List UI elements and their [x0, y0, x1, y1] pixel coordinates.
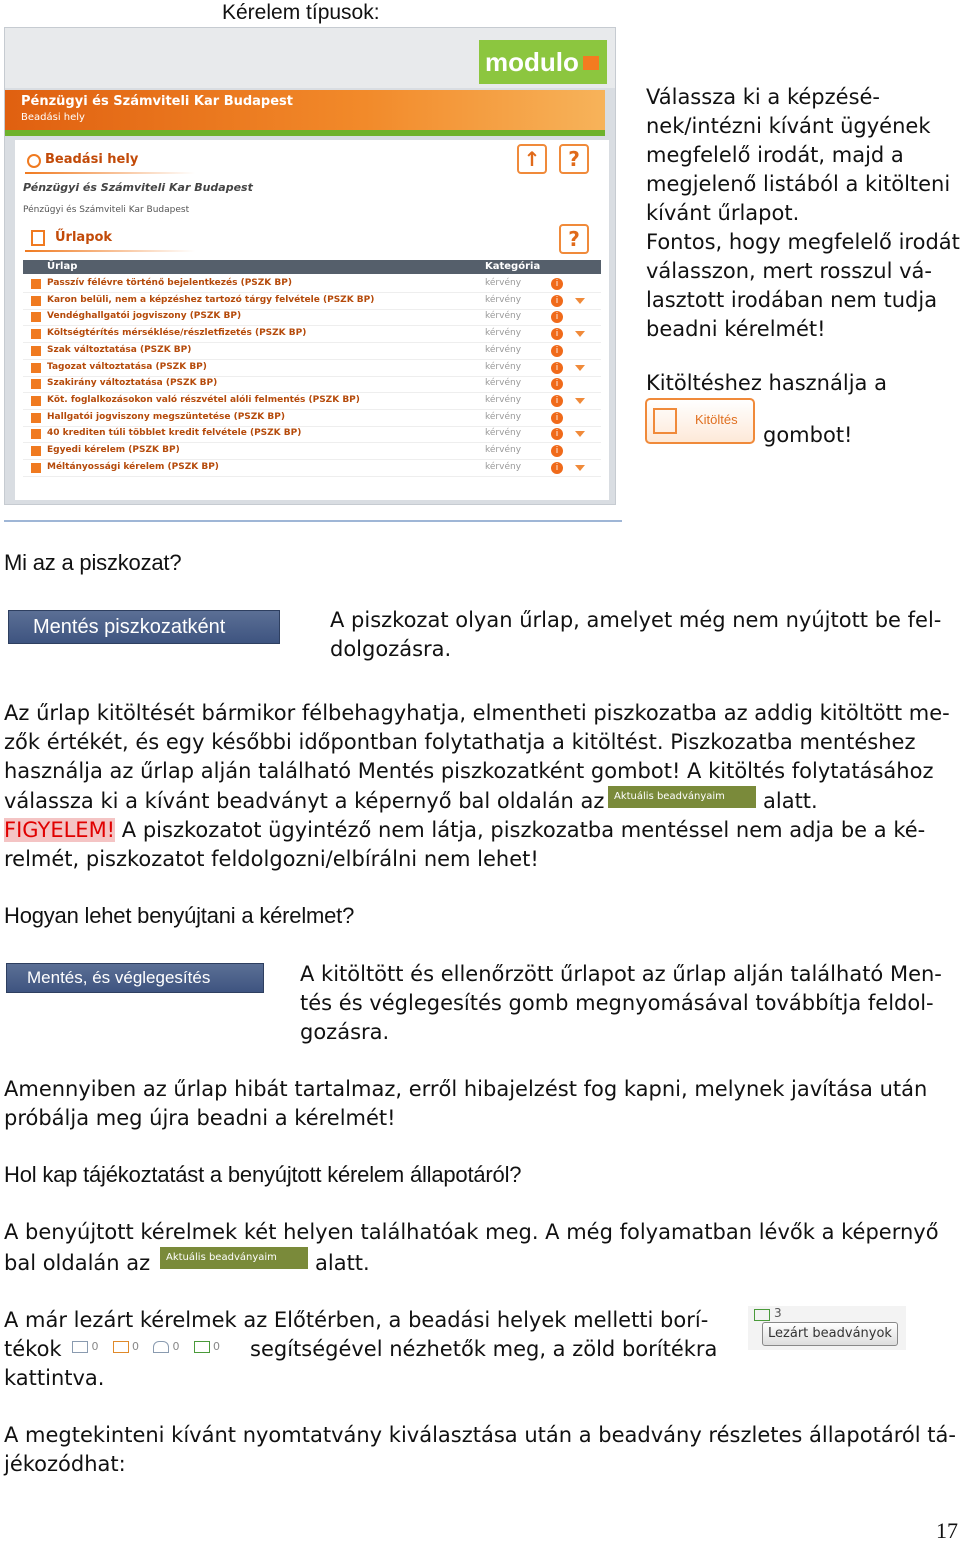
side-line: nek/intézni kívánt ügyének [646, 114, 931, 138]
envelope-icons [72, 1340, 220, 1353]
draft-line4b: alatt. [763, 789, 818, 813]
side-instructions [646, 83, 960, 344]
info-icon[interactable]: i [551, 295, 563, 307]
side-line: Válassza ki a képzésé- [646, 85, 881, 109]
side-line: Fontos, hogy megfelelő irodát [646, 230, 960, 254]
chevron-down-icon[interactable] [575, 465, 585, 471]
status-heading: Hol kap tájékoztatást a benyújtott kérelem állapotáról? [4, 1162, 522, 1187]
info-icon[interactable]: i [551, 428, 563, 440]
draft-paragraph [4, 699, 956, 786]
env-count: 0 [213, 1340, 220, 1353]
env-count: 0 [132, 1340, 139, 1353]
col-category: Kategória [485, 261, 541, 272]
help-button[interactable]: ? [559, 144, 589, 174]
current-submissions-button[interactable]: Aktuális beadványaim [160, 1247, 308, 1269]
closed-submissions-widget [748, 1306, 906, 1350]
types-heading: Kérelem típusok: [222, 1, 380, 24]
form-bullet-icon [31, 379, 41, 389]
draft-heading: Mi az a piszkozat? [4, 550, 182, 575]
table-row[interactable] [23, 343, 601, 360]
green-envelope-icon[interactable] [754, 1309, 770, 1321]
form-category: kérvény [485, 428, 522, 439]
banner-subtitle: Beadási hely [21, 112, 85, 123]
draft-description [330, 606, 950, 664]
upload-button[interactable]: ↑ [517, 144, 547, 174]
draft-line4a: válassza ki a kívánt beadványt a képernyő bal oldalán az [4, 789, 605, 813]
warning-text: A piszkozatot ügyintéző nem látja, piszkozatba mentéssel nem adja be a ké- [121, 818, 926, 842]
form-category: kérvény [485, 394, 522, 405]
table-row[interactable] [23, 276, 601, 293]
closed-line3: kattintva. [4, 1366, 105, 1390]
info-icon[interactable]: i [551, 311, 563, 323]
divider [25, 172, 195, 174]
kitoltes-button[interactable] [645, 398, 755, 444]
chevron-down-icon[interactable] [575, 365, 585, 371]
form-name[interactable]: Vendéghallgatói jogviszony (PSZK BP) [47, 311, 242, 322]
form-icon [31, 230, 45, 246]
faculty-name-small: Pénzügyi és Számviteli Kar Budapest [23, 205, 190, 215]
form-category: kérvény [485, 344, 522, 355]
submit-heading: Hogyan lehet benyújtani a kérelmet? [4, 903, 355, 928]
open-envelope-icon[interactable] [153, 1341, 169, 1353]
info-icon[interactable]: i [551, 345, 563, 357]
para-line: Amennyiben az űrlap hibát tartalmaz, erről hibajelzést fog kapni, melynek javítása után [4, 1077, 928, 1101]
table-row[interactable] [23, 293, 601, 310]
side-line: beadni kérelmét! [646, 317, 826, 341]
desc-line: tés és véglegesítés gomb megnyomásával továbbítja feldol- [300, 991, 934, 1015]
para-line: Az űrlap kitöltését bármikor félbehagyhatja, elmentheti piszkozatba az addig kitöltött me- [4, 701, 950, 725]
table-row[interactable] [23, 426, 601, 443]
form-bullet-icon [31, 446, 41, 456]
side-line: kívánt űrlapot. [646, 201, 800, 225]
desc-line: A kitöltött és ellenőrzött űrlapot az űrlap alján található Men- [300, 962, 942, 986]
table-row[interactable] [23, 460, 601, 477]
orange-envelope-icon[interactable] [113, 1341, 129, 1353]
form-category: kérvény [485, 461, 522, 472]
gombot-text: gombot! [763, 423, 853, 447]
info-icon[interactable]: i [551, 378, 563, 390]
form-name[interactable]: Költségtérítés mérséklése/részletfizetés (PSZK BP) [47, 328, 307, 339]
banner-title: Pénzügyi és Számviteli Kar Budapest [21, 94, 294, 109]
form-name[interactable]: Méltányossági kérelem (PSZK BP) [47, 461, 219, 472]
warning-line [4, 816, 956, 845]
side-line: megjelenő listából a kitölteni [646, 172, 951, 196]
side-line: lasztott irodában nem tudja [646, 288, 938, 312]
image-underline [4, 520, 622, 522]
table-row[interactable] [23, 376, 601, 393]
closed-line1: A már lezárt kérelmek az Előtérben, a beadási helyek melletti borí- [4, 1308, 709, 1332]
form-category: kérvény [485, 294, 522, 305]
table-row[interactable] [23, 360, 601, 377]
info-icon[interactable]: i [551, 462, 563, 474]
closed-line2b: segítségével nézhetők meg, a zöld borítékra [250, 1337, 718, 1361]
modulo-logo: modulo [479, 40, 607, 84]
form-name[interactable]: Tagozat változtatása (PSZK BP) [47, 361, 207, 372]
form-category: kérvény [485, 311, 522, 322]
para-line: használja az űrlap alján található Mentés piszkozatként gombot! A kitöltés folytatásához [4, 759, 934, 783]
form-bullet-icon [31, 429, 41, 439]
figyelem-label: FIGYELEM! [4, 818, 116, 842]
para-line: próbálja meg újra beadni a kérelmét! [4, 1106, 396, 1130]
status-line2a: bal oldalán az [4, 1251, 151, 1275]
beadasi-hely-label[interactable]: Beadási hely [45, 152, 139, 167]
side-line: megfelelő irodát, majd a [646, 143, 904, 167]
pencil-form-icon [653, 408, 677, 434]
para-line: A megtekinteni kívánt nyomtatvány kiválasztása után a beadvány részletes állapotáról tá- [4, 1423, 956, 1447]
faculty-name[interactable]: Pénzügyi és Számviteli Kar Budapest [23, 181, 253, 194]
info-icon[interactable]: i [551, 362, 563, 374]
content-panel [15, 140, 609, 500]
closed-submissions-button[interactable]: Lezárt beadványok [762, 1322, 898, 1346]
form-bullet-icon [31, 413, 41, 423]
help-button-forms[interactable]: ? [559, 224, 589, 254]
env-count: 0 [172, 1340, 180, 1353]
table-row[interactable] [23, 410, 601, 427]
faculty-banner [5, 90, 605, 130]
desc-line: gozásra. [300, 1020, 390, 1044]
save-finalize-button[interactable]: Mentés, és véglegesítés [6, 963, 264, 993]
chevron-down-icon[interactable] [575, 331, 585, 337]
form-category: kérvény [485, 328, 522, 339]
info-icon[interactable]: i [551, 278, 563, 290]
save-draft-button[interactable]: Mentés piszkozatként [8, 610, 280, 644]
logo-square-icon [583, 56, 599, 70]
form-bullet-icon [31, 396, 41, 406]
info-icon[interactable]: i [551, 445, 563, 457]
chevron-down-icon[interactable] [575, 298, 585, 304]
form-name[interactable]: 40 krediten túli többlet kredit felvétele (PSZK BP) [47, 428, 302, 439]
desc-line: dolgozásra. [330, 637, 452, 661]
table-row[interactable] [23, 326, 601, 343]
para-line: zők értékét, és egy későbbi időpontban folytathatja a kitöltést. Piszkozatba mentéshez [4, 730, 916, 754]
final-paragraph [4, 1421, 956, 1479]
page-number: 17 [936, 1518, 958, 1543]
form-bullet-icon [31, 329, 41, 339]
form-bullet-icon [31, 296, 41, 306]
form-bullet-icon [31, 279, 41, 289]
form-category: kérvény [485, 361, 522, 372]
radio-icon [27, 154, 41, 168]
form-name[interactable]: Hallgatói jogviszony megszüntetése (PSZK BP) [47, 411, 285, 422]
table-row[interactable] [23, 393, 601, 410]
green-strip [5, 130, 605, 136]
kitoltes-label: Kitöltés [695, 412, 738, 427]
form-category: kérvény [485, 411, 522, 422]
col-form: Űrlap [47, 261, 78, 272]
desc-line: A piszkozat olyan űrlap, amelyet még nem nyújtott be fel- [330, 608, 942, 632]
kitolteshez-text: Kitöltéshez használja a [646, 371, 887, 395]
form-category: kérvény [485, 445, 522, 455]
form-bullet-icon [31, 363, 41, 373]
closed-count: 3 [774, 1306, 782, 1320]
form-name[interactable]: Köt. foglalkozásokon való részvétel alóli felmentés (PSZK BP) [47, 394, 360, 405]
form-bullet-icon [31, 346, 41, 356]
submit-paragraph [4, 1075, 956, 1133]
para-line: jékozódhat: [4, 1452, 126, 1476]
forms-label: Űrlapok [55, 230, 113, 245]
env-count: 0 [91, 1340, 99, 1353]
form-name[interactable]: Passzív félévre történő bejelentkezés (PSZK BP) [47, 278, 292, 288]
submit-description [300, 960, 950, 1047]
table-header [23, 260, 601, 274]
form-name[interactable]: Szak változtatása (PSZK BP) [47, 344, 192, 355]
divider [25, 250, 195, 252]
warning-line2: relmét, piszkozatot feldolgozni/elbírálni nem lehet! [4, 847, 539, 871]
current-submissions-button[interactable]: Aktuális beadványaim [608, 786, 756, 808]
info-icon[interactable]: i [551, 395, 563, 407]
form-name[interactable]: Egyedi kérelem (PSZK BP) [47, 445, 180, 455]
form-category: kérvény [485, 378, 522, 389]
info-icon[interactable]: i [551, 412, 563, 424]
form-name[interactable]: Karon belüli, nem a képzéshez tartozó tárgy felvétele (PSZK BP) [47, 294, 375, 305]
form-name[interactable]: Szakirány változtatása (PSZK BP) [47, 378, 218, 389]
modulo-screenshot [4, 27, 616, 505]
grey-envelope-icon[interactable] [72, 1341, 88, 1353]
side-line: válasszon, mert rosszul vá- [646, 259, 932, 283]
status-line2b: alatt. [315, 1251, 370, 1275]
chevron-down-icon[interactable] [575, 398, 585, 404]
form-bullet-icon [31, 312, 41, 322]
info-icon[interactable]: i [551, 328, 563, 340]
chevron-down-icon[interactable] [575, 431, 585, 437]
closed-line2a: tékok [4, 1337, 62, 1361]
status-line1: A benyújtott kérelmek két helyen találhatóak meg. A még folyamatban lévők a képernyő [4, 1220, 939, 1244]
form-bullet-icon [31, 463, 41, 473]
green-envelope-icon[interactable] [194, 1341, 210, 1353]
form-category: kérvény [485, 278, 522, 288]
table-row[interactable] [23, 309, 601, 326]
table-row[interactable] [23, 443, 601, 460]
